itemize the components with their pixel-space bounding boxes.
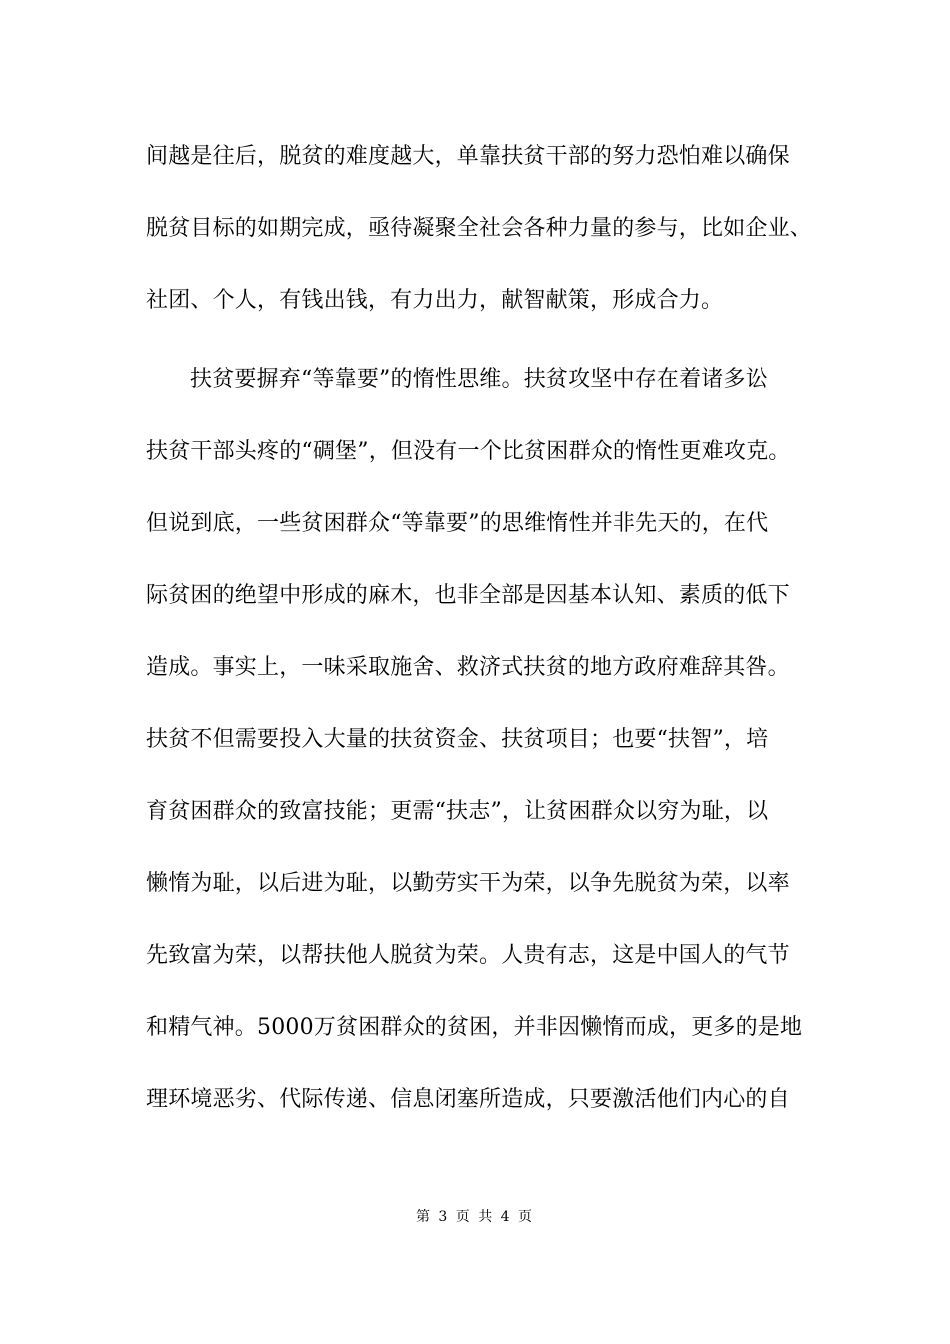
- text-line: 理环境恶劣、代际传递、信息闭塞所造成，只要激活他们内心的自: [146, 1087, 790, 1112]
- text-line: 懒惰为耻，以后进为耻，以勤劳实干为荣，以争先脱贫为荣，以率: [146, 871, 790, 896]
- text-line: 社团、个人，有钱出钱，有力出力，献智献策，形成合力。: [146, 288, 724, 313]
- text-line: 先致富为荣，以帮扶他人脱贫为荣。人贵有志，这是中国人的气节: [146, 943, 790, 968]
- text-line: 扶贫干部头疼的“碉堡”，但没有一个比贫困群众的惰性更难攻克。: [146, 439, 791, 464]
- text-line: 际贫困的绝望中形成的麻木，也非全部是因基本认知、素质的低下: [146, 583, 790, 608]
- text-line: 扶贫不但需要投入大量的扶贫资金、扶贫项目；也要“扶智”，培: [146, 727, 769, 752]
- text-line-paragraph-start: 扶贫要摒弃“等靠要”的惰性思维。扶贫攻坚中存在着诸多讼: [190, 367, 768, 392]
- page-number-footer: 第 3 页 共 4 页: [415, 1209, 535, 1225]
- text-line: 育贫困群众的致富技能；更需“扶志”，让贫困群众以穷为耻，以: [146, 799, 769, 824]
- text-line: 造成。事实上，一味采取施舍、救济式扶贫的地方政府难辞其咎。: [146, 655, 790, 680]
- text-line: 间越是往后，脱贫的难度越大，单靠扶贫干部的努力恐怕难以确保: [146, 144, 790, 169]
- text-line: 脱贫目标的如期完成，亟待凝聚全社会各种力量的参与，比如企业、: [146, 216, 813, 241]
- text-line: 但说到底，一些贫困群众“等靠要”的思维惰性并非先天的，在代: [146, 511, 769, 536]
- text-line: 和精气神。5000万贫困群众的贫困，并非因懒惰而成，更多的是地: [146, 1015, 803, 1040]
